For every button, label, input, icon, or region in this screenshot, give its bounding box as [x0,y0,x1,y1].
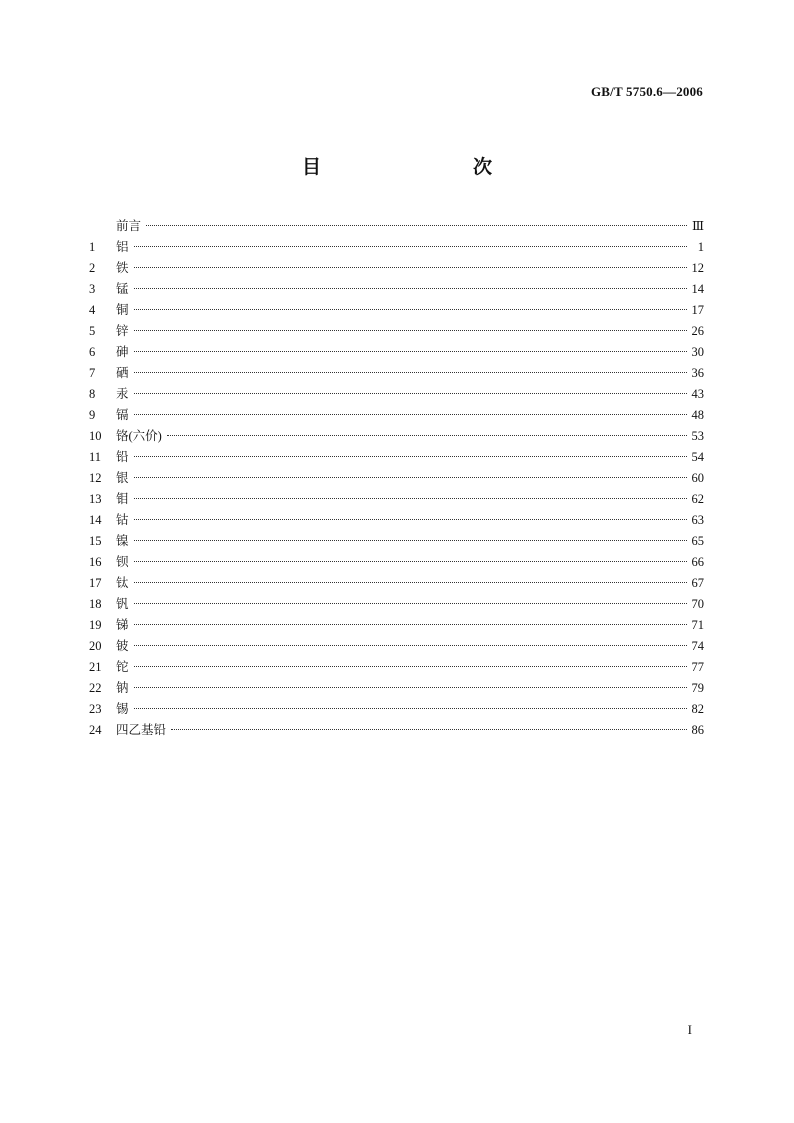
toc-entry-label: 硒 [116,366,129,380]
toc-leader-dots [134,665,687,667]
toc-entry-page: 82 [691,702,704,716]
toc-leader-dots [146,224,687,226]
toc-leader-dots [134,413,687,415]
toc-entry-number: 19 [89,618,102,632]
toc-leader-dots [134,287,687,289]
toc-entry-page: 17 [691,303,704,317]
toc-leader-dots [134,518,687,520]
toc-entry-number: 7 [89,366,96,380]
toc-entry-number: 17 [89,576,102,590]
toc-entry-number: 24 [89,723,102,737]
toc-entry-page: 14 [691,282,704,296]
toc-entry-number: 9 [89,408,96,422]
toc-entry-label: 锌 [116,324,129,338]
toc-entry-label: 镉 [116,408,129,422]
toc-entry[interactable] [89,426,704,447]
toc-leader-dots [134,476,687,478]
toc-entry[interactable] [89,657,704,678]
toc-leader-dots [134,707,687,709]
toc-entry-label: 钒 [116,597,129,611]
toc-entry-page: 79 [691,681,704,695]
toc-title: 目 次 [301,156,530,178]
toc-entry-number: 11 [89,450,102,464]
toc-entry-page: 53 [691,429,704,443]
toc-leader-dots [134,266,687,268]
toc-entry[interactable] [89,720,704,741]
toc-entry-number: 15 [89,534,102,548]
toc-leader-dots [134,560,687,562]
toc-entry-label: 锑 [116,618,129,632]
standard-code: GB/T 5750.6—2006 [590,84,703,99]
table-of-contents [89,216,704,741]
toc-entry-label: 四乙基铅 [116,723,167,737]
toc-entry-label: 铍 [116,639,129,653]
toc-entry[interactable] [89,594,704,615]
toc-entry-label: 铊 [116,660,129,674]
toc-entry[interactable] [89,342,704,363]
toc-entry-page: 74 [691,639,704,653]
toc-entry-page: 86 [691,723,704,737]
toc-entry-label: 钴 [116,513,129,527]
toc-entry-page: 62 [691,492,704,506]
toc-entry[interactable] [89,489,704,510]
toc-entry-number: 18 [89,597,102,611]
toc-entry-page: 12 [691,261,704,275]
toc-leader-dots [134,371,687,373]
toc-entry-number: 12 [89,471,102,485]
toc-entry-label: 锡 [116,702,129,716]
toc-entry-page: 30 [691,345,704,359]
toc-entry-label: 铁 [116,261,129,275]
toc-entry-number: 20 [89,639,102,653]
toc-entry-number: 22 [89,681,102,695]
toc-entry[interactable] [89,300,704,321]
toc-leader-dots [134,329,687,331]
toc-leader-dots [134,308,687,310]
toc-entry[interactable] [89,363,704,384]
toc-entry-number: 4 [89,303,96,317]
toc-leader-dots [134,602,687,604]
toc-entry-number: 8 [89,387,96,401]
toc-entry-page: 65 [691,534,704,548]
toc-entry[interactable] [89,615,704,636]
toc-entry[interactable] [89,552,704,573]
toc-entry-label: 钡 [116,555,129,569]
toc-entry-page: 63 [691,513,704,527]
toc-entry-number: 14 [89,513,102,527]
toc-leader-dots [134,392,687,394]
page-number: I [687,1022,692,1037]
toc-entry-number: 16 [89,555,102,569]
toc-entry-page: 71 [691,618,704,632]
toc-entry-page: 77 [691,660,704,674]
toc-entry-label: 钠 [116,681,129,695]
toc-leader-dots [171,728,687,730]
toc-entry-label: 镍 [116,534,129,548]
toc-entry-label: 汞 [116,387,129,401]
toc-entry-label: 铬(六价) [116,429,162,443]
toc-entry-number: 5 [89,324,96,338]
toc-entry[interactable] [89,573,704,594]
toc-entry-page: 54 [691,450,704,464]
toc-entry[interactable] [89,531,704,552]
toc-entry-number: 23 [89,702,102,716]
toc-leader-dots [134,455,687,457]
toc-entry-number: 6 [89,345,96,359]
toc-entry-label: 钛 [116,576,129,590]
toc-entry-label: 铅 [116,450,129,464]
toc-entry-page: 36 [691,366,704,380]
toc-leader-dots [134,539,687,541]
toc-entry[interactable] [89,678,704,699]
toc-entry[interactable] [89,510,704,531]
toc-leader-dots [134,686,687,688]
toc-entry[interactable] [89,447,704,468]
toc-entry-label: 铝 [116,240,129,254]
toc-entry-label: 铜 [116,303,129,317]
toc-entry[interactable] [89,258,704,279]
toc-entry-page: 66 [691,555,704,569]
toc-entry[interactable] [89,636,704,657]
toc-entry-page: Ⅲ [691,219,704,233]
toc-entry[interactable] [89,699,704,720]
toc-entry-page: 67 [691,576,704,590]
toc-entry-number: 21 [89,660,102,674]
toc-leader-dots [134,245,687,247]
toc-entry[interactable] [89,237,704,258]
toc-entry-page: 1 [697,240,704,254]
toc-entry[interactable] [89,384,704,405]
toc-entry[interactable] [89,321,704,342]
toc-leader-dots [134,644,687,646]
toc-leader-dots [134,581,687,583]
toc-leader-dots [134,497,687,499]
toc-leader-dots [134,623,687,625]
toc-entry-number: 10 [89,429,102,443]
toc-entry-number: 1 [89,240,96,254]
toc-entry-page: 26 [691,324,704,338]
toc-entry[interactable] [89,468,704,489]
toc-entry[interactable] [89,279,704,300]
toc-entry-number: 13 [89,492,102,506]
toc-entry[interactable] [89,216,704,237]
toc-entry-label: 钼 [116,492,129,506]
toc-entry[interactable] [89,405,704,426]
toc-entry-number: 3 [89,282,96,296]
toc-entry-page: 60 [691,471,704,485]
toc-entry-label: 银 [116,471,129,485]
toc-leader-dots [134,350,687,352]
toc-entry-number: 2 [89,261,96,275]
toc-entry-label: 砷 [116,345,129,359]
toc-entry-label: 前言 [116,219,142,233]
toc-entry-page: 70 [691,597,704,611]
toc-entry-page: 43 [691,387,704,401]
toc-leader-dots [167,434,687,436]
toc-entry-page: 48 [691,408,704,422]
toc-entry-label: 锰 [116,282,129,296]
